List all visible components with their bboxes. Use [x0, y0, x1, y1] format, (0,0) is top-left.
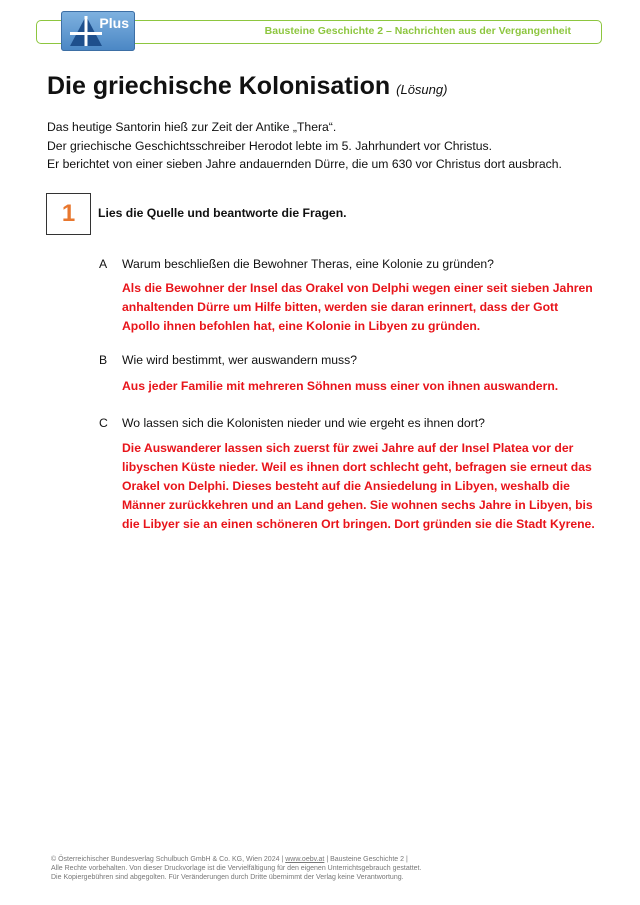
answer-line: Aus jeder Familie mit mehreren Söhnen muss einer von ihnen auswandern. [122, 379, 559, 393]
task-instruction: Lies die Quelle und beantworte die Fragen. [98, 206, 347, 220]
title-note: (Lösung) [396, 82, 448, 97]
question-text: Wo lassen sich die Kolonisten nieder und wie ergeht es ihnen dort? [122, 416, 485, 430]
question-text: Warum beschließen die Bewohner Theras, eine Kolonie zu gründen? [122, 257, 494, 271]
intro-line: Das heutige Santorin hieß zur Zeit der Antike „Thera“. [47, 120, 337, 134]
footer-series: | Bausteine Geschichte 2 | [324, 856, 408, 863]
answer-line: Apollo ihnen befohlen hat, eine Kolonie in Libyen zu gründen. [122, 319, 481, 333]
question-letter: A [99, 257, 108, 271]
question-letter: B [99, 353, 108, 367]
publisher-link[interactable]: www.oebv.at [285, 856, 325, 863]
footer-copyright: © Österreichischer Bundesverlag Schulbuch GmbH & Co. KG, Wien 2024 | [51, 856, 286, 863]
footer-line-1 [51, 855, 421, 864]
logo-text: Plus [99, 15, 129, 31]
footer-line-3: Die Kopiergebühren sind abgegolten. Für Veränderungen durch Dritte übernimmt der Verlag keine Verantwortung. [51, 874, 404, 881]
answer-text [122, 279, 602, 336]
answer-line: anhaltenden Dürre um Hilfe bitten, werden sie daran erinnert, dass der Gott [122, 300, 559, 314]
answer-line: Die Auswanderer lassen sich zuerst für zwei Jahre auf der Insel Platea vor der [122, 441, 574, 455]
task-number: 1 [61, 200, 76, 227]
answer-text [122, 377, 602, 396]
footer [51, 855, 421, 882]
question-letter: C [99, 416, 108, 430]
title-row [47, 72, 447, 101]
footer-line-2: Alle Rechte vorbehalten. Von dieser Druckvorlage ist die Vervielfältigung für den eigenen Unterrichtsgebrauch gestattet. [51, 865, 422, 872]
answer-line: die Libyer sie an einen schöneren Ort bringen. Dort gründen sie die Stadt Kyrene. [122, 517, 595, 531]
question-text: Wie wird bestimmt, wer auswandern muss? [122, 353, 358, 367]
intro-text [47, 118, 607, 174]
triangle-logo-icon [69, 15, 103, 47]
answer-text [122, 439, 602, 534]
intro-line: Der griechische Geschichtsschreiber Herodot lebte im 5. Jahrhundert vor Christus. [47, 138, 493, 153]
answer-line: Männer zurückkehren und an Land gehen. Sie wohnen sechs Jahre in Libyen, bis [122, 498, 593, 512]
plus-logo [61, 11, 135, 51]
intro-line: Er berichtet von einer sieben Jahre andauernden Dürre, die um 630 vor Christus dort ausbrach. [47, 157, 562, 171]
task-number-box [46, 193, 91, 235]
page-title: Die griechische Kolonisation [47, 72, 391, 100]
answer-line: Orakel von Delphi. Dieses besteht auf die Ansiedelung in Libyen, weshalb die [122, 479, 570, 493]
answer-line: Als die Bewohner der Insel das Orakel von Delphi wegen einer seit sieben Jahren [122, 281, 593, 295]
answer-line: libyschen Küste nieder. Weil es ihnen dort schlecht geht, befragen sie erneut das [122, 460, 592, 474]
header-title: Bausteine Geschichte 2 – Nachrichten aus der Vergangenheit [264, 25, 571, 37]
